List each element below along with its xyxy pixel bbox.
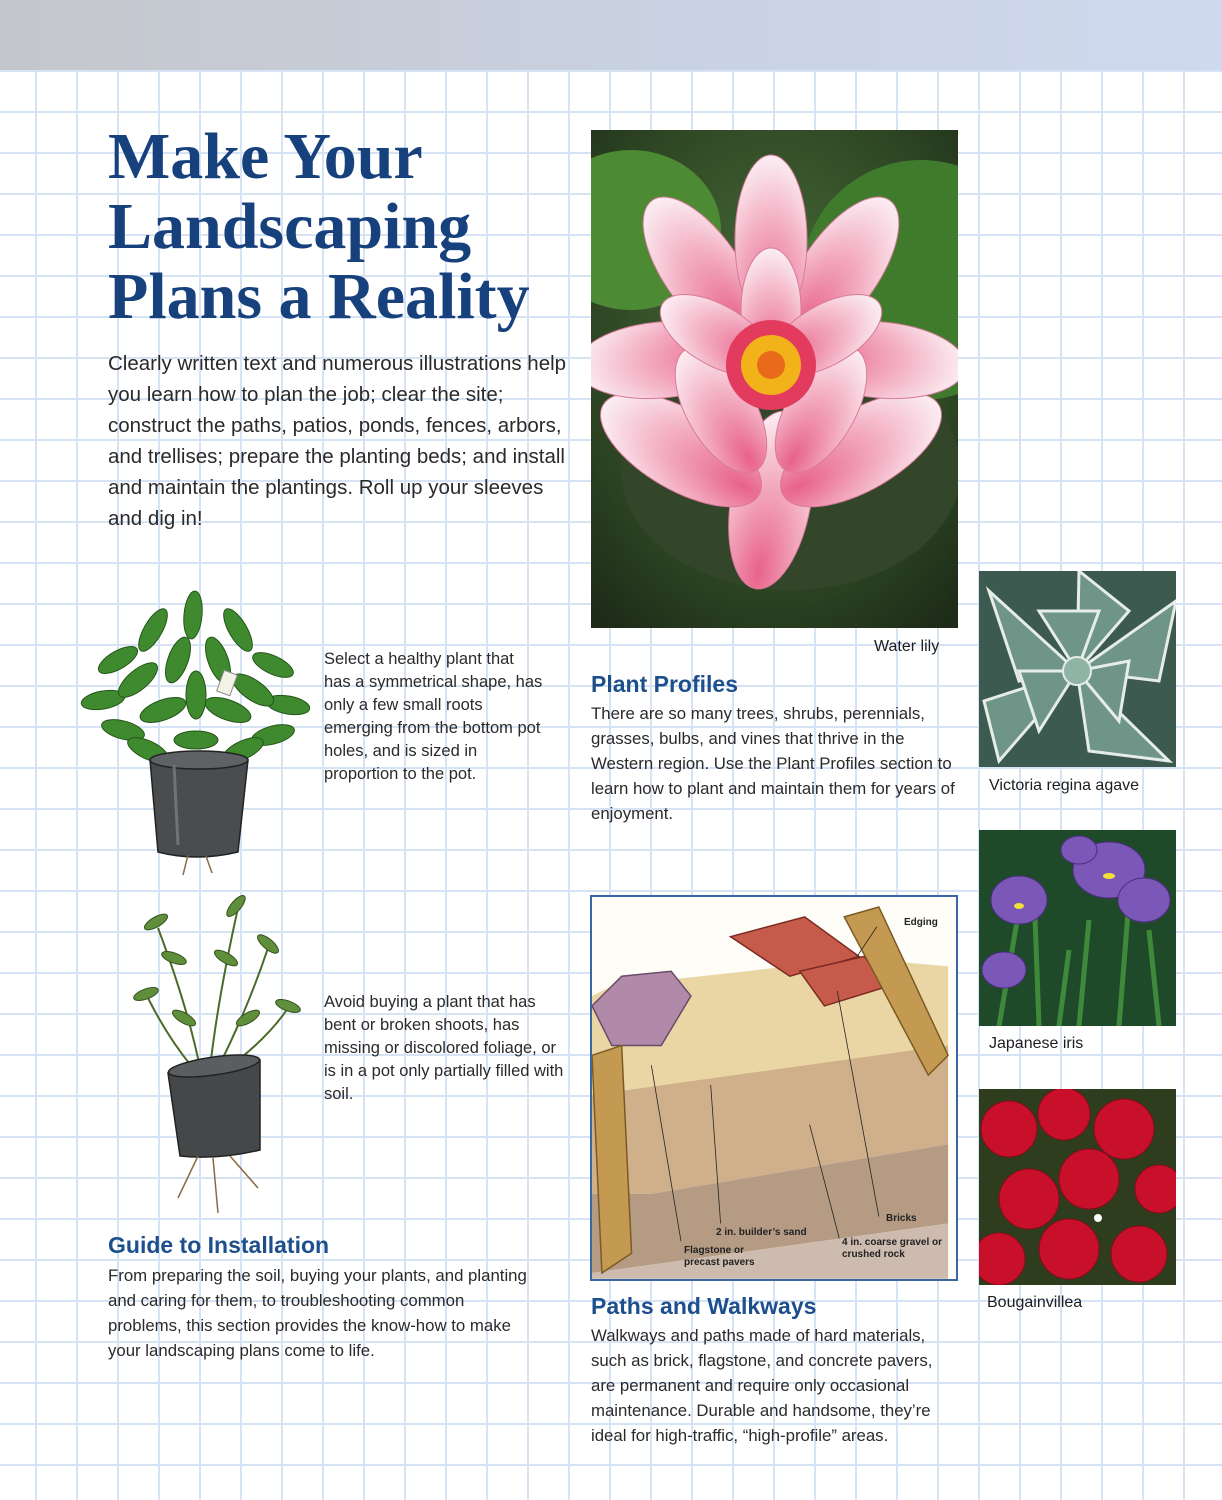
agave-caption: Victoria regina agave (989, 777, 1140, 794)
intro-paragraph: Clearly written text and numerous illustrations help you learn how to plan the job; clear the site; construct the paths, patios, ponds, fences, arbors, and trellises; prepare the planting beds; and install and maintain the plantings. Roll up your sleeves and dig in! (108, 352, 567, 530)
bougainvillea-caption: Bougainvillea (987, 1294, 1083, 1311)
diagram-label-gravel: 4 in. coarse gravel or crushed rock (842, 1237, 943, 1260)
healthy-plant-illustration (78, 590, 310, 880)
iris-photo (979, 830, 1176, 1026)
paths-heading: Paths and Walkways (591, 1293, 817, 1319)
unhealthy-plant-caption: Avoid buying a plant that has bent or broken shoots, has missing or discolored foliage, or is in a pot only partially filled with soil. (324, 993, 564, 1103)
diagram-label-bricks: Bricks (886, 1213, 917, 1224)
installation-heading: Guide to Installation (108, 1232, 330, 1258)
paths-body: Walkways and paths made of hard materials, such as brick, flagstone, and concrete pavers, are permanent and require only occasional maintenance. Durable and handsome, they’re ideal for high-traffic, “high-profile” areas. (591, 1326, 933, 1445)
plant-profiles-body: There are so many trees, shrubs, perennials, grasses, bulbs, and vines that thrive in the Western region. Use the Plant Profiles section to learn how to plant and maintain them for years of enjoyment. (591, 704, 955, 823)
unhealthy-plant-illustration (118, 888, 308, 1218)
water-lily-photo (591, 130, 958, 628)
top-band (0, 0, 1222, 70)
healthy-plant-caption: Select a healthy plant that has a symmetrical shape, has only a few small roots emerging from the bottom pot holes, and is sized in proportion to the pot. (324, 650, 543, 783)
bougainvillea-photo (979, 1089, 1176, 1285)
plant-profiles-heading: Plant Profiles (591, 671, 738, 697)
iris-caption: Japanese iris (989, 1035, 1084, 1052)
page-title: Make Your Landscaping Plans a Reality (108, 120, 530, 333)
diagram-label-edging: Edging (904, 917, 938, 928)
installation-body: From preparing the soil, buying your plants, and planting and caring for them, to troubleshooting common problems, this section provides the know-how to make your landscaping plans come to life. (108, 1266, 527, 1360)
diagram-label-sand: 2 in. builder’s sand (716, 1227, 807, 1238)
agave-photo (979, 571, 1176, 767)
path-diagram (590, 895, 958, 1281)
water-lily-caption: Water lily (874, 638, 940, 655)
diagram-label-flagstone: Flagstone or precast pavers (684, 1245, 755, 1268)
